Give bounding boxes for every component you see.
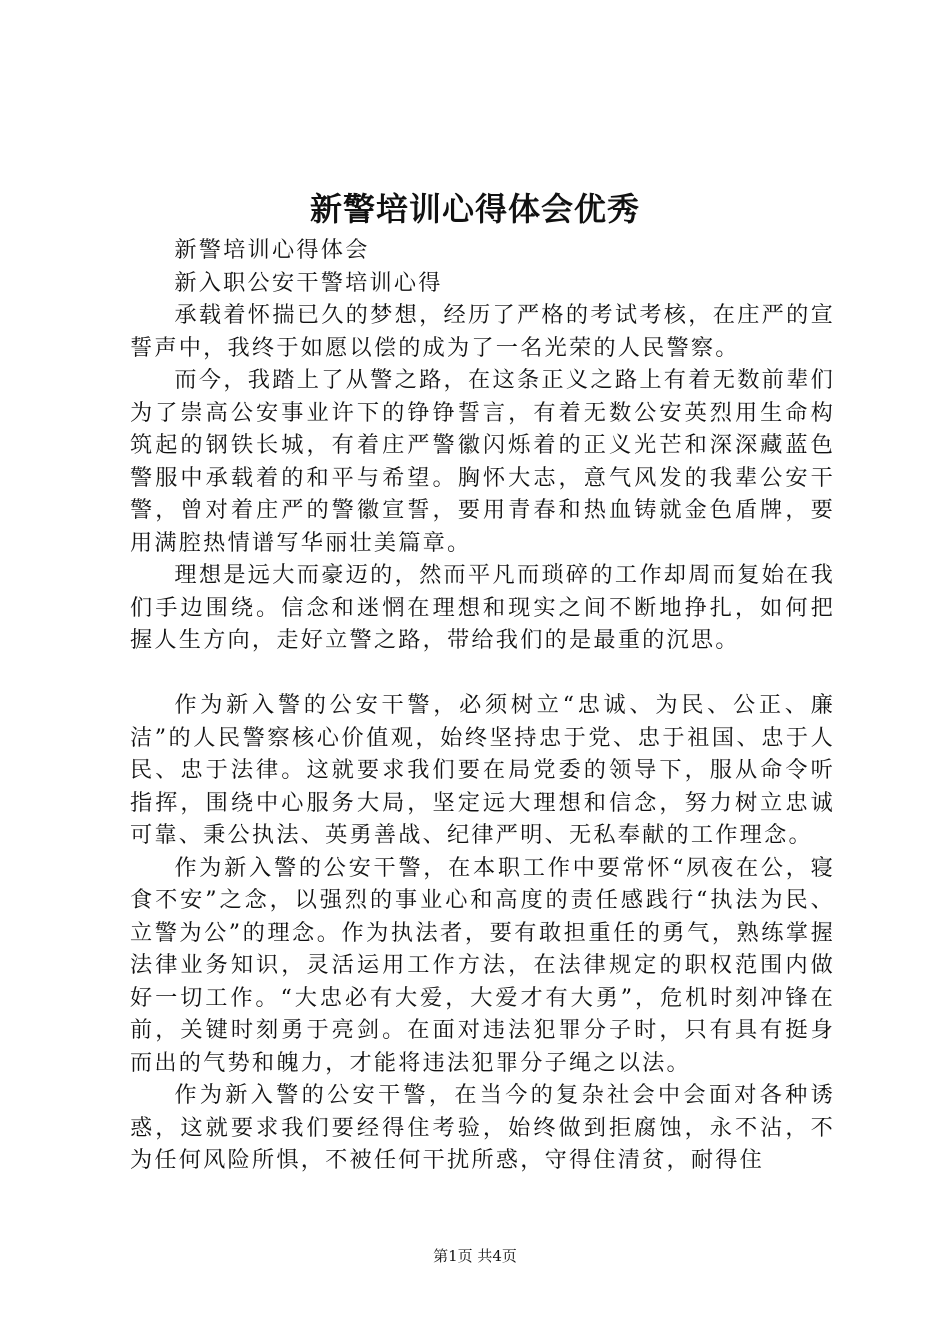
document-body [130,234,835,1177]
paragraph-subtitle-2: 新入职公安干警培训心得 [174,269,443,296]
paragraph: 理想是远大而豪迈的，然而平凡而琐碎的工作却周而复始在我们手边围绕。信念和迷惘在理想和现实之间不断地挣扎，如何把握人生方向，走好立警之路，带给我们的是最重的沉思。 [130,562,835,653]
paragraph-subtitle: 新警培训心得体会 [174,237,370,263]
paragraph: 承载着怀揣已久的梦想，经历了严格的考试考核，在庄严的宣誓声中，我终于如愿以偿的成为了一名光荣的人民警察。 [130,302,835,361]
paragraph: 作为新入警的公安干警，在当今的复杂社会中会面对各种诱惑，这就要求我们要经得住考验，始终做到拒腐蚀，永不沾，不为任何风险所惧，不被任何干扰所惑，守得住清贫，耐得住 [130,1082,835,1173]
paragraph: 作为新入警的公安干警，在本职工作中要常怀“夙夜在公，寝食不安”之念，以强烈的事业心和高度的责任感践行“执法为民、立警为公”的理念。作为执法者，要有敢担重任的勇气，熟练掌握法律业务知识，灵活运用工作方法，在法律规定的职权范围内做好一切工作。“大忠必有大爱，大爱才有大勇”，危机时刻冲锋在前，关键时刻勇于亮剑。在面对违法犯罪分子时，只有具有挺身而出的气势和魄力，才能将违法犯罪分子绳之以法。 [130,854,835,1076]
paragraph: 作为新入警的公安干警，必须树立“忠诚、为民、公正、廉洁”的人民警察核心价值观，始终坚持忠于党、忠于祖国、忠于人民、忠于法律。这就要求我们要在局党委的领导下，服从命令听指挥，围绕中心服务大局，坚定远大理想和信念，努力树立忠诚可靠、秉公执法、英勇善战、纪律严明、无私奉献的工作理念。 [130,692,835,848]
document-title: 新警培训心得体会优秀 [309,190,640,228]
page-footer: 第1页 共4页 [433,1247,517,1265]
paragraph: 而今，我踏上了从警之路，在这条正义之路上有着无数前辈们为了崇高公安事业许下的铮铮誓言，有着无数公安英烈用生命构筑起的钢铁长城，有着庄严警徽闪烁着的正义光芒和深深藏蓝色警服中承载着的和平与希望。胸怀大志，意气风发的我辈公安干警，曾对着庄严的警徽宣誓，要用青春和热血铸就金色盾牌，要用满腔热情谱写华丽壮美篇章。 [130,367,835,556]
